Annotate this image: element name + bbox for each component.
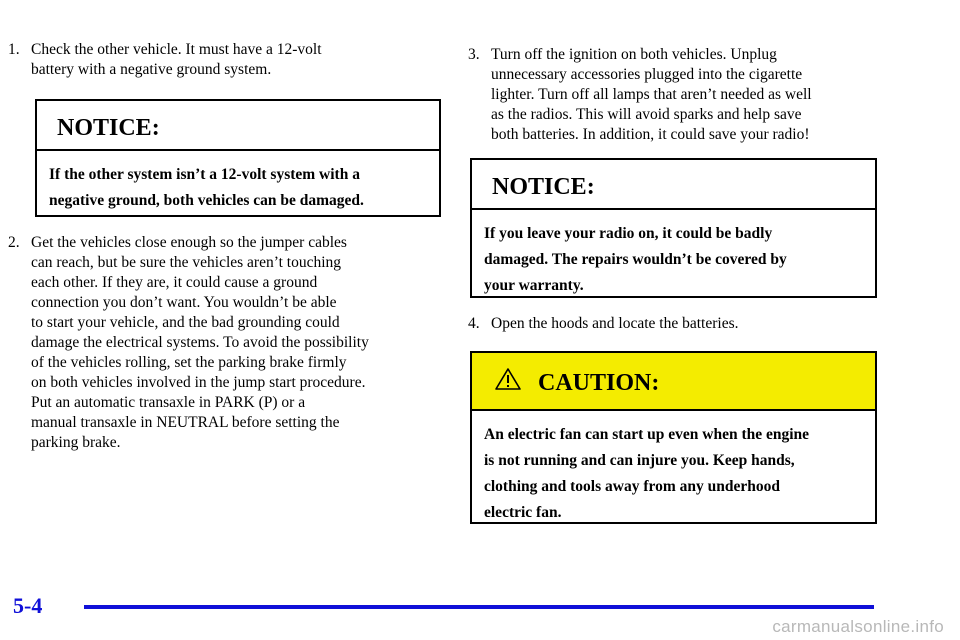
- notice-heading: NOTICE:: [37, 101, 439, 151]
- step-text-line: on both vehicles involved in the jump start procedure.: [31, 374, 366, 391]
- caution-line: electric fan.: [484, 504, 562, 521]
- notice-box-radio: [470, 158, 877, 298]
- step-text-line: Check the other vehicle. It must have a 12-volt: [31, 41, 322, 58]
- footer-rule: [84, 605, 874, 609]
- step-text-line: both batteries. In addition, it could save your radio!: [491, 126, 810, 143]
- page-number: 5-4: [13, 593, 43, 618]
- step-text: [8, 40, 428, 80]
- notice-line: damaged. The repairs wouldn’t be covered by: [484, 251, 787, 268]
- step-1: [8, 40, 428, 80]
- step-text-line: Get the vehicles close enough so the jumper cables: [31, 234, 347, 251]
- watermark: carmanualsonline.info: [772, 617, 944, 636]
- step-text: [468, 314, 888, 334]
- step-text-line: manual transaxle in NEUTRAL before setting the: [31, 414, 340, 431]
- step-3: [468, 45, 888, 145]
- notice-line: If the other system isn’t a 12-volt system with a: [49, 166, 360, 183]
- step-number: 4.: [468, 315, 480, 332]
- notice-body: [37, 151, 439, 214]
- step-text-line: as the radios. This will avoid sparks and help save: [491, 106, 802, 123]
- step-text: [8, 233, 438, 453]
- step-text-line: battery with a negative ground system.: [31, 61, 272, 78]
- caution-body: [472, 411, 875, 526]
- step-text-line: unnecessary accessories plugged into the cigarette: [491, 66, 803, 83]
- step-2: [8, 233, 438, 453]
- notice-body: [472, 210, 875, 299]
- notice-line: negative ground, both vehicles can be damaged.: [49, 192, 364, 209]
- notice-line: your warranty.: [484, 277, 584, 294]
- caution-line: An electric fan can start up even when the engine: [484, 426, 810, 443]
- caution-line: clothing and tools away from any underhood: [484, 478, 780, 495]
- step-text-line: each other. If they are, it could cause a ground: [31, 274, 318, 291]
- step-text-line: Turn off the ignition on both vehicles. Unplug: [491, 46, 777, 63]
- step-text-line: parking brake.: [31, 434, 121, 451]
- notice-box-battery: [35, 99, 441, 217]
- notice-line: If you leave your radio on, it could be badly: [484, 225, 773, 242]
- caution-heading: CAUTION:: [538, 370, 660, 396]
- step-text-line: to start your vehicle, and the bad grounding could: [31, 314, 340, 331]
- step-number: 1.: [8, 41, 20, 58]
- caution-line: is not running and can injure you. Keep hands,: [484, 452, 795, 469]
- step-text-line: connection you don’t want. You wouldn’t be able: [31, 294, 337, 311]
- step-4: [468, 314, 888, 334]
- caution-box-fan: [470, 351, 877, 524]
- step-text-line: Open the hoods and locate the batteries.: [491, 315, 739, 332]
- caution-header: [472, 353, 875, 411]
- step-text-line: can reach, but be sure the vehicles aren’t touching: [31, 254, 342, 271]
- step-text: [468, 45, 888, 145]
- step-text-line: lighter. Turn off all lamps that aren’t needed as well: [491, 86, 812, 103]
- warning-triangle-icon: [494, 367, 522, 391]
- step-text-line: damage the electrical systems. To avoid the possibility: [31, 334, 369, 351]
- notice-heading: NOTICE:: [472, 160, 875, 210]
- step-number: 3.: [468, 46, 480, 63]
- step-text-line: of the vehicles rolling, set the parking brake firmly: [31, 354, 347, 371]
- step-text-line: Put an automatic transaxle in PARK (P) or a: [31, 394, 306, 411]
- step-number: 2.: [8, 234, 20, 251]
